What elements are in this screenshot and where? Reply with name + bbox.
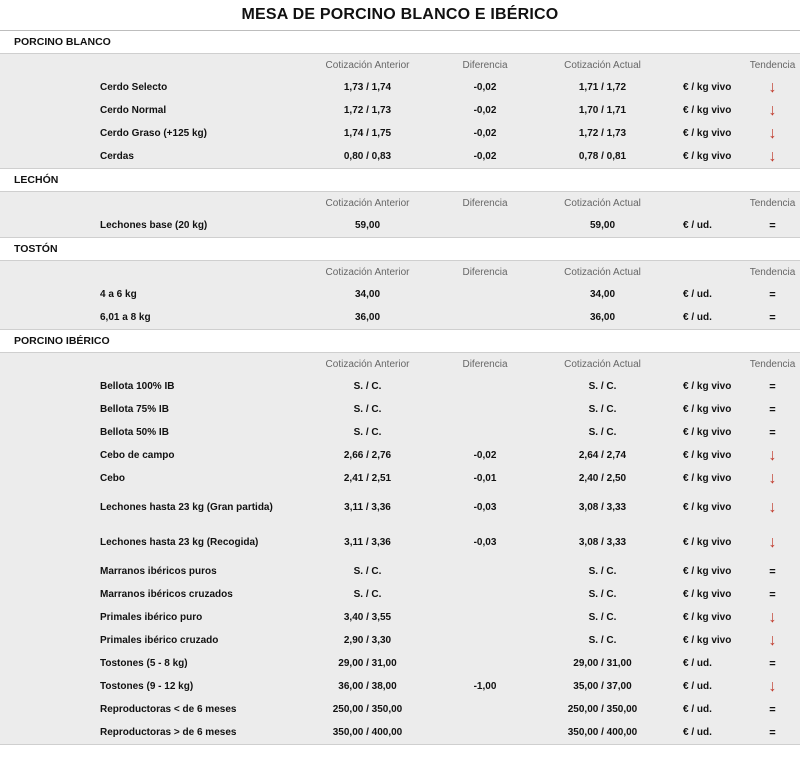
column-header-curr: Cotización Actual	[564, 197, 641, 209]
current-price: S. / C.	[588, 404, 617, 415]
column-header-prev: Cotización Anterior	[325, 358, 410, 370]
price-difference: -1,00	[473, 681, 497, 692]
arrow-down-icon	[745, 103, 800, 119]
equal-icon: =	[769, 703, 776, 716]
row-label: 6,01 a 8 kg	[100, 312, 151, 323]
price-unit: € / kg vivo	[683, 450, 732, 461]
section-body	[0, 192, 800, 238]
column-header-row	[0, 261, 800, 283]
current-price: 1,72 / 1,73	[578, 128, 627, 139]
previous-price: S. / C.	[353, 381, 382, 392]
row-label: Tostones (5 - 8 kg)	[100, 658, 188, 669]
column-header-trend: Tendencia	[749, 197, 796, 209]
table-row	[0, 629, 800, 652]
previous-price: 1,72 / 1,73	[343, 105, 392, 116]
previous-price: 3,11 / 3,36	[344, 502, 391, 513]
arrow-down-icon	[745, 610, 800, 626]
previous-price: 34,00	[354, 289, 381, 300]
trend-arrow: ↓	[768, 533, 777, 551]
arrow-down-icon	[745, 471, 800, 487]
current-price: 36,00	[589, 312, 616, 323]
row-label: Tostones (9 - 12 kg)	[100, 681, 194, 692]
trend-arrow: ↓	[768, 446, 777, 464]
equal-icon: =	[769, 403, 776, 416]
current-price: 59,00	[589, 220, 616, 231]
row-label: Bellota 50% IB	[100, 427, 169, 438]
price-unit: € / ud.	[683, 312, 712, 323]
table-row	[0, 444, 800, 467]
column-header-prev: Cotización Anterior	[325, 197, 410, 209]
column-header-diff: Diferencia	[462, 59, 508, 71]
current-price: 34,00	[589, 289, 616, 300]
price-unit: € / kg vivo	[683, 381, 732, 392]
previous-price: 2,66 / 2,76	[343, 450, 392, 461]
price-unit: € / kg vivo	[683, 105, 732, 116]
trend-arrow: ↓	[768, 498, 777, 516]
column-header-trend: Tendencia	[749, 266, 796, 278]
price-unit: € / kg vivo	[683, 537, 732, 548]
price-unit: € / kg vivo	[683, 427, 732, 438]
current-price: 0,78 / 0,81	[578, 151, 627, 162]
table-row	[0, 560, 800, 583]
price-table	[0, 31, 800, 745]
column-header-trend: Tendencia	[749, 59, 796, 71]
table-row	[0, 306, 800, 329]
section-heading: TOSTÓN	[0, 238, 800, 261]
table-row	[0, 583, 800, 606]
previous-price: 29,00 / 31,00	[338, 658, 397, 669]
previous-price: 250,00 / 350,00	[332, 704, 403, 715]
equal-icon: =	[769, 380, 776, 393]
arrow-down-icon	[745, 149, 800, 165]
equal-icon: =	[769, 726, 776, 739]
price-difference: -0,02	[473, 128, 497, 139]
current-price: S. / C.	[588, 612, 617, 623]
price-unit: € / ud.	[683, 289, 712, 300]
equal-icon: =	[769, 288, 776, 301]
equal-icon: =	[769, 565, 776, 578]
arrow-down-icon	[745, 633, 800, 649]
row-label: Lechones base (20 kg)	[100, 220, 208, 231]
row-label: Lechones hasta 23 kg (Gran partida)	[100, 502, 273, 513]
column-header-curr: Cotización Actual	[564, 59, 641, 71]
column-header-prev: Cotización Anterior	[325, 266, 410, 278]
current-price: 2,40 / 2,50	[578, 473, 627, 484]
table-row	[0, 525, 800, 560]
table-row	[0, 721, 800, 744]
equal-icon: =	[769, 311, 776, 324]
price-difference: -0,02	[473, 450, 497, 461]
arrow-down-icon	[745, 126, 800, 142]
price-unit: € / kg vivo	[683, 635, 732, 646]
row-label: Cebo de campo	[100, 450, 175, 461]
row-label: Primales ibérico puro	[100, 612, 203, 623]
column-header-curr: Cotización Actual	[564, 358, 641, 370]
previous-price: 59,00	[354, 220, 381, 231]
price-unit: € / kg vivo	[683, 612, 732, 623]
section-body	[0, 54, 800, 169]
table-row	[0, 283, 800, 306]
price-unit: € / ud.	[683, 220, 712, 231]
equal-icon: =	[769, 588, 776, 601]
current-price: S. / C.	[588, 566, 617, 577]
price-difference: -0,02	[473, 82, 497, 93]
current-price: 1,71 / 1,72	[578, 82, 627, 93]
price-unit: € / kg vivo	[683, 473, 732, 484]
current-price: 350,00 / 400,00	[567, 727, 638, 738]
previous-price: 1,73 / 1,74	[343, 82, 392, 93]
column-header-row	[0, 54, 800, 76]
previous-price: 2,90 / 3,30	[343, 635, 392, 646]
current-price: S. / C.	[588, 589, 617, 600]
current-price: 29,00 / 31,00	[573, 658, 632, 669]
current-price: 35,00 / 37,00	[573, 681, 632, 692]
equal-icon: =	[769, 219, 776, 232]
row-label: Primales ibérico cruzado	[100, 635, 219, 646]
price-difference: -0,03	[473, 537, 497, 548]
column-header-trend: Tendencia	[749, 358, 796, 370]
row-label: Cerdo Selecto	[100, 82, 168, 93]
arrow-down-icon	[745, 448, 800, 464]
table-row	[0, 490, 800, 525]
table-row	[0, 606, 800, 629]
section-body	[0, 353, 800, 745]
row-label: Lechones hasta 23 kg (Recogida)	[100, 537, 259, 548]
price-unit: € / kg vivo	[683, 404, 732, 415]
arrow-down-icon	[745, 500, 800, 516]
price-difference: -0,02	[473, 151, 497, 162]
current-price: S. / C.	[588, 381, 617, 392]
price-unit: € / ud.	[683, 727, 712, 738]
table-row	[0, 698, 800, 721]
table-row	[0, 652, 800, 675]
trend-arrow: ↓	[768, 469, 777, 487]
arrow-down-icon	[745, 535, 800, 551]
equal-icon: =	[769, 657, 776, 670]
row-label: Marranos ibéricos puros	[100, 566, 217, 577]
section-heading: PORCINO IBÉRICO	[0, 330, 800, 353]
column-header-diff: Diferencia	[462, 197, 508, 209]
table-row	[0, 76, 800, 99]
previous-price: 36,00	[354, 312, 381, 323]
column-header-diff: Diferencia	[462, 358, 508, 370]
equal-icon: =	[769, 426, 776, 439]
row-label: 4 a 6 kg	[100, 289, 137, 300]
page-title: MESA DE PORCINO BLANCO E IBÉRICO	[0, 0, 800, 31]
price-difference: -0,01	[473, 473, 497, 484]
previous-price: 1,74 / 1,75	[343, 128, 392, 139]
previous-price: 2,41 / 2,51	[343, 473, 392, 484]
table-row	[0, 398, 800, 421]
previous-price: 3,11 / 3,36	[344, 537, 391, 548]
column-header-row	[0, 192, 800, 214]
row-label: Cebo	[100, 473, 125, 484]
price-difference: -0,02	[473, 105, 497, 116]
row-label: Cerdo Graso (+125 kg)	[100, 128, 207, 139]
price-unit: € / kg vivo	[683, 589, 732, 600]
current-price: S. / C.	[588, 427, 617, 438]
trend-arrow: ↓	[768, 608, 777, 626]
current-price: 3,08 / 3,33	[578, 502, 627, 513]
column-header-diff: Diferencia	[462, 266, 508, 278]
previous-price: S. / C.	[353, 427, 382, 438]
price-unit: € / ud.	[683, 658, 712, 669]
table-row	[0, 421, 800, 444]
table-row	[0, 145, 800, 168]
previous-price: 3,40 / 3,55	[343, 612, 392, 623]
row-label: Bellota 75% IB	[100, 404, 169, 415]
trend-arrow: ↓	[768, 677, 777, 695]
current-price: S. / C.	[588, 635, 617, 646]
current-price: 2,64 / 2,74	[578, 450, 627, 461]
section-heading: PORCINO BLANCO	[0, 31, 800, 54]
table-row	[0, 99, 800, 122]
price-unit: € / kg vivo	[683, 566, 732, 577]
column-header-prev: Cotización Anterior	[325, 59, 410, 71]
arrow-down-icon	[745, 80, 800, 96]
price-unit: € / kg vivo	[683, 502, 732, 513]
previous-price: 36,00 / 38,00	[338, 681, 397, 692]
trend-arrow: ↓	[768, 124, 777, 142]
previous-price: 0,80 / 0,83	[343, 151, 392, 162]
current-price: 3,08 / 3,33	[578, 537, 627, 548]
current-price: 1,70 / 1,71	[578, 105, 627, 116]
price-difference: -0,03	[473, 502, 497, 513]
current-price: 250,00 / 350,00	[567, 704, 638, 715]
table-row	[0, 122, 800, 145]
row-label: Cerdas	[100, 151, 134, 162]
table-row	[0, 214, 800, 237]
trend-arrow: ↓	[768, 147, 777, 165]
previous-price: S. / C.	[353, 566, 382, 577]
row-label: Bellota 100% IB	[100, 381, 175, 392]
trend-arrow: ↓	[768, 631, 777, 649]
price-unit: € / kg vivo	[683, 151, 732, 162]
section-body	[0, 261, 800, 330]
arrow-down-icon	[745, 679, 800, 695]
previous-price: S. / C.	[353, 589, 382, 600]
row-label: Reproductoras < de 6 meses	[100, 704, 237, 715]
column-header-curr: Cotización Actual	[564, 266, 641, 278]
price-unit: € / kg vivo	[683, 82, 732, 93]
trend-arrow: ↓	[768, 101, 777, 119]
table-row	[0, 467, 800, 490]
price-unit: € / kg vivo	[683, 128, 732, 139]
previous-price: S. / C.	[353, 404, 382, 415]
table-row	[0, 375, 800, 398]
section-heading: LECHÓN	[0, 169, 800, 192]
row-label: Cerdo Normal	[100, 105, 167, 116]
row-label: Marranos ibéricos cruzados	[100, 589, 233, 600]
column-header-row	[0, 353, 800, 375]
price-unit: € / ud.	[683, 704, 712, 715]
row-label: Reproductoras > de 6 meses	[100, 727, 237, 738]
trend-arrow: ↓	[768, 78, 777, 96]
table-row	[0, 675, 800, 698]
previous-price: 350,00 / 400,00	[332, 727, 403, 738]
price-unit: € / ud.	[683, 681, 712, 692]
